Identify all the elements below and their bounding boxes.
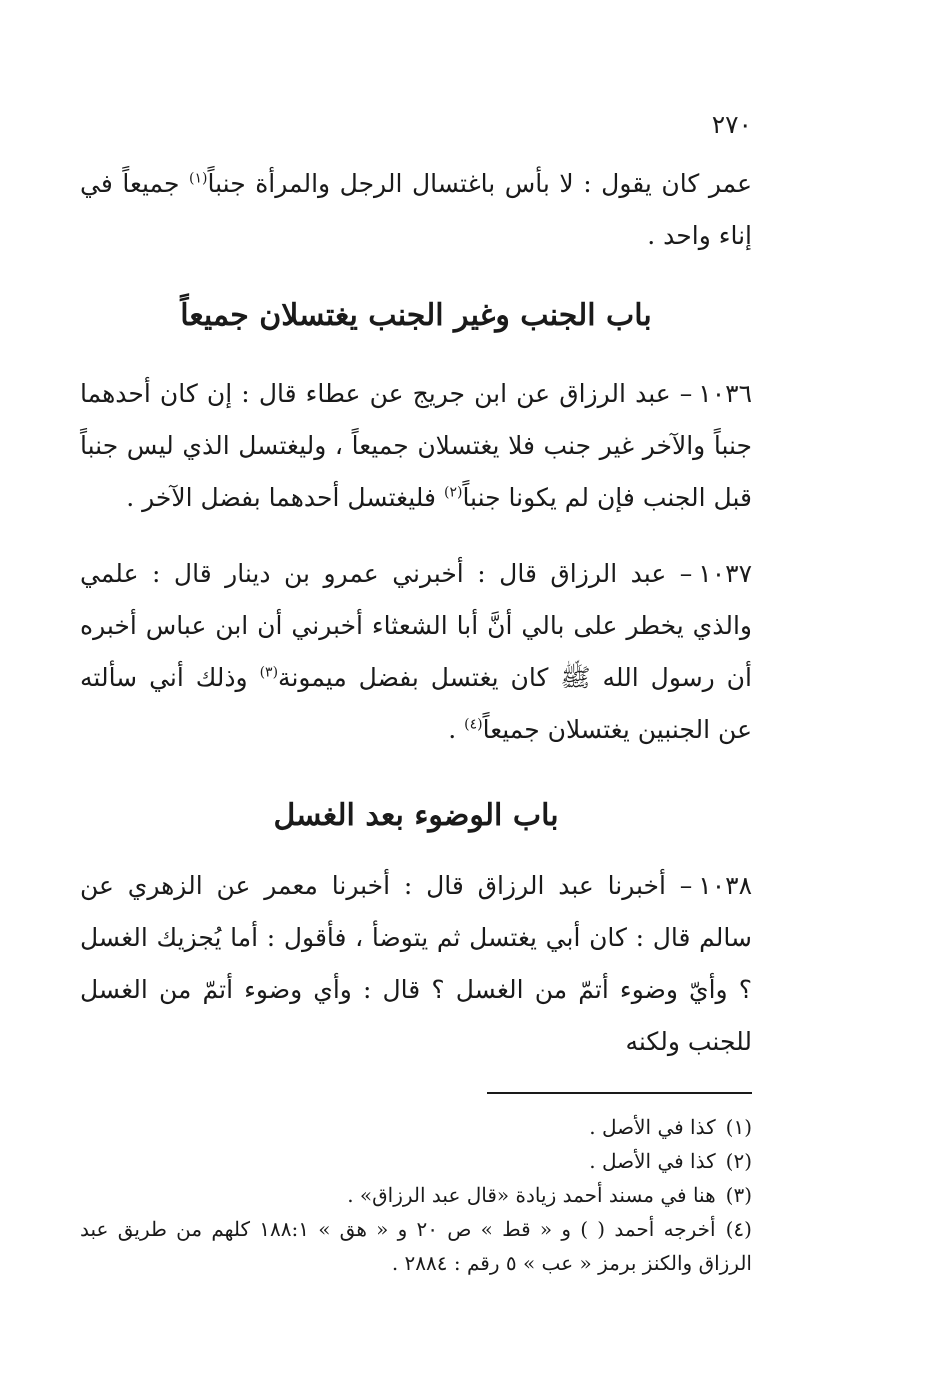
footnote-ref-3: (٣) [259, 664, 279, 681]
footnote-text: كذا في الأصل . [589, 1115, 716, 1139]
footnote-text: أخرجه أحمد ( ) و « قط » ص ٢٠ و « هق » ١٨٨:١ كلهم من طريق عبد الرزاق والكنز برمز « عب » ٥ رقم : ٢٨٨٤ . [80, 1217, 752, 1275]
footnote-divider-wrap [80, 1068, 752, 1110]
footnote-ref-1: (١) [189, 170, 208, 187]
footnote-3 [80, 1178, 752, 1212]
footnote-4 [80, 1212, 752, 1280]
hadith-1036 [80, 368, 752, 524]
hadith-number: ١٠٣٦ [698, 379, 752, 408]
page-number: ٢٧٠ [711, 110, 752, 139]
footnote-number: (٣) [725, 1183, 752, 1207]
footnote-ref-2: (٢) [443, 484, 463, 501]
hadith-number: ١٠٣٧ [698, 559, 752, 588]
hadith-text-end: . [448, 715, 465, 744]
hadith-text-mid: وذلك أني سألته عن الجنبين يغتسلان جميعاً [80, 663, 752, 744]
footnote-number: (٤) [725, 1217, 752, 1241]
footnote-divider [487, 1092, 752, 1094]
book-page [80, 110, 752, 1350]
footnote-ref-4: (٤) [464, 716, 483, 733]
hadith-text-end: فليغتسل أحدهما بفضل الآخر . [126, 483, 444, 512]
hadith-1038 [80, 860, 752, 1068]
hadith-text: – أخبرنا عبد الرزاق قال : أخبرنا معمر عن الزهري عن سالم قال : كان أبي يغتسل ثم يتوضأ ، فأقول : أما يُجزيك الغسل ؟ وأيّ وضوء أتمّ من الغسل ؟ قال : وأي وضوء أتمّ من الغسل للجنب ولكنه [80, 871, 752, 1056]
section-heading-2: باب الوضوء بعد الغسل [273, 798, 559, 833]
hadith-text: – عبد الرزاق قال : أخبرني عمرو بن دينار قال : علمي والذي يخطر على بالي أنَّ أبا الشعثاء أخبرني أن ابن عباس أخبره أن رسول الله ﷺ كان يغتسل بفضل ميمونة [80, 559, 752, 692]
hadith-text: – عبد الرزاق عن ابن جريج عن عطاء قال : إن كان أحدهما جنباً والآخر غير جنب فلا يغتسلان جميعاً ، وليغتسل الذي ليس جنباً قبل الجنب فإن لم يكونا جنباً [80, 379, 752, 512]
intro-text: عمر كان يقول : لا بأس باغتسال الرجل والمرأة جنباً [207, 169, 752, 198]
intro-text-end: جميعاً في إناء واحد . [80, 169, 752, 250]
footnote-number: (١) [725, 1115, 752, 1139]
section-heading-1: باب الجنب وغير الجنب يغتسلان جميعاً [180, 298, 652, 333]
footnote-number: (٢) [725, 1149, 752, 1173]
hadith-1037 [80, 548, 752, 756]
footnotes [80, 1110, 752, 1280]
footnote-text: هنا في مسند أحمد زيادة «قال عبد الرزاق» . [347, 1183, 716, 1207]
intro-paragraph [80, 158, 752, 262]
hadith-number: ١٠٣٨ [698, 871, 752, 900]
footnote-text: كذا في الأصل . [589, 1149, 716, 1173]
footnote-2 [80, 1144, 752, 1178]
footnote-1 [80, 1110, 752, 1144]
